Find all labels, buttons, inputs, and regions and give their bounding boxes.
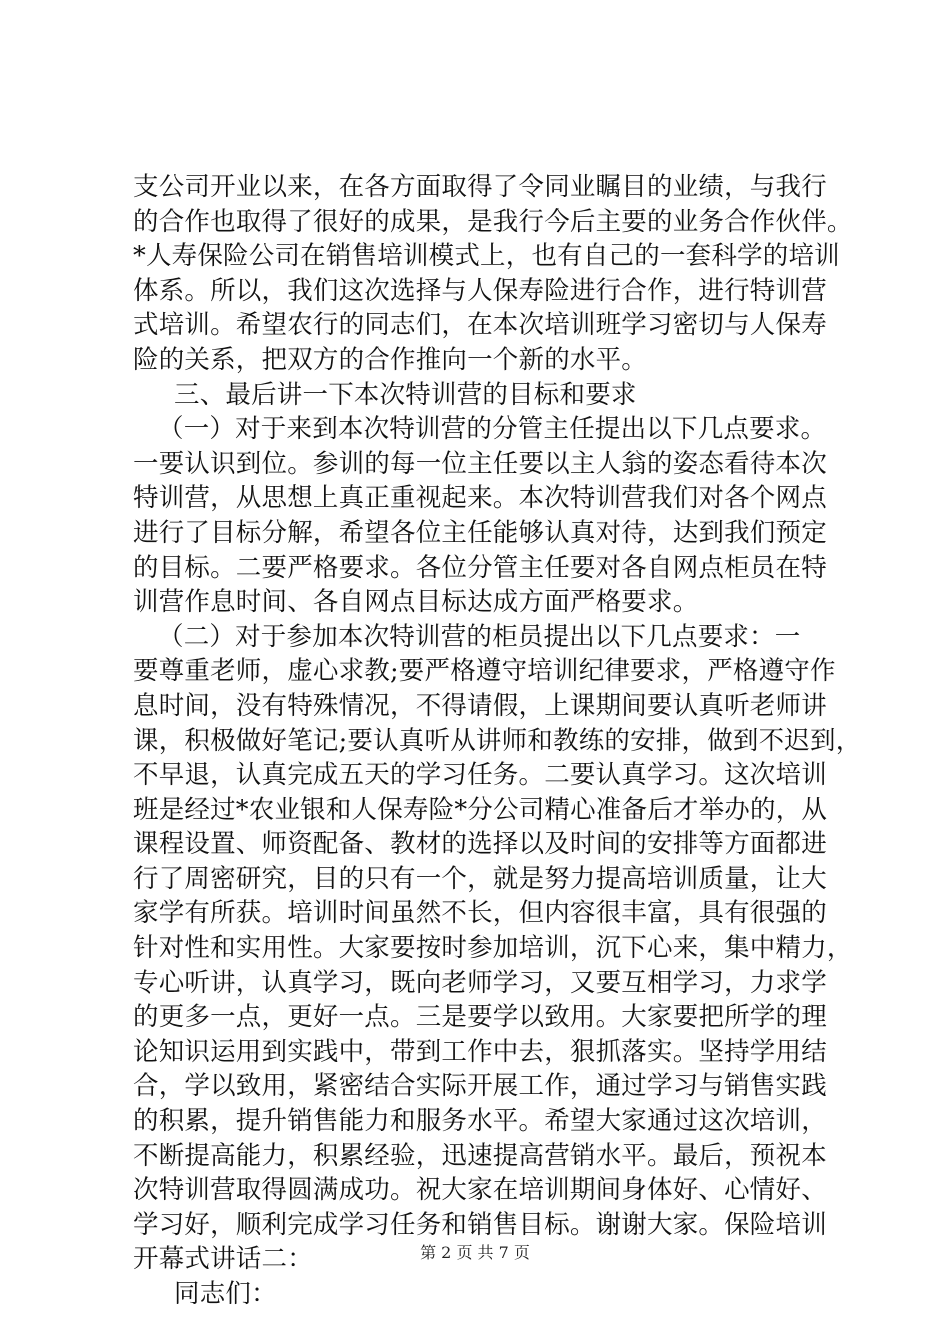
text-line: 息时间，没有特殊情况，不得请假，上课期间要认真听老师讲 [133,690,827,721]
text-line: 开幕式讲话二： [133,1244,313,1275]
text-line: 针对性和实用性。大家要按时参加培训，沉下心来，集中精力， [133,933,853,964]
text-line: 合，学以致用，紧密结合实际开展工作，通过学习与销售实践 [133,1071,827,1102]
text-line: 班是经过*农业银和人保寿险*分公司精心准备后才举办的，从 [133,794,828,825]
text-line: 不断提高能力，积累经验，迅速提高营销水平。最后，预祝本 [133,1140,827,1171]
text-line: 支公司开业以来，在各方面取得了令同业瞩目的业绩，与我行 [133,172,827,202]
subsection-line: （二）对于参加本次特训营的柜员提出以下几点要求：一 [158,621,801,652]
text-line: 次特训营取得圆满成功。祝大家在培训期间身体好、心情好、 [133,1175,827,1206]
text-line: 训营作息时间、各自网点目标达成方面严格要求。 [133,587,699,618]
text-line: 专心听讲，认真学习，既向老师学习，又要互相学习，力求学 [133,967,827,998]
document-body [133,170,862,1312]
text-line: 一要认识到位。参训的每一位主任要以主人翁的姿态看待本次 [133,448,827,479]
text-line: 特训营，从思想上真正重视起来。本次特训营我们对各个网点 [133,483,827,514]
text-line: 险的关系，把双方的合作推向一个新的水平。 [133,344,648,375]
text-line: 进行了目标分解，希望各位主任能够认真对待，达到我们预定 [133,517,827,548]
subsection-line: （一）对于来到本次特训营的分管主任提出以下几点要求。 [158,414,827,445]
text-line: 的更多一点，更好一点。三是要学以致用。大家要把所学的理 [133,1002,827,1033]
section-heading: 三、最后讲一下本次特训营的目标和要求 [174,379,637,410]
text-line: 式培训。希望农行的同志们，在本次培训班学习密切与人保寿 [133,310,827,341]
text-line: *人寿保险公司在销售培训模式上，也有自己的一套科学的培训 [133,241,840,272]
text-line: 论知识运用到实践中，带到工作中去，狠抓落实。坚持学用结 [133,1036,827,1067]
text-line: 体系。所以，我们这次选择与人保寿险进行合作，进行特训营 [133,275,827,306]
text-line: 家学有所获。培训时间虽然不长，但内容很丰富，具有很强的 [133,898,827,929]
text-line: 不早退，认真完成五天的学习任务。二要认真学习。这次培训 [133,760,827,791]
text-line: 要尊重老师，虚心求教;要严格遵守培训纪律要求，严格遵守作 [133,656,836,687]
text-line: 行了周密研究，目的只有一个，就是努力提高培训质量，让大 [133,863,827,894]
text-line: 课程设置、师资配备、教材的选择以及时间的安排等方面都进 [133,829,827,860]
text-line: 的积累，提升销售能力和服务水平。希望大家通过这次培训， [133,1106,827,1137]
salutation-line: 同志们： [174,1279,277,1309]
text-line: 课，积极做好笔记;要认真听从讲师和教练的安排，做到不迟到， [133,725,862,756]
text-line: 的合作也取得了很好的成果，是我行今后主要的业务合作伙伴。 [133,206,853,237]
page-number-footer: 第 2 页 共 7 页 [420,1243,530,1262]
text-line: 学习好，顺利完成学习任务和销售目标。谢谢大家。保险培训 [133,1209,827,1240]
text-line: 的目标。二要严格要求。各位分管主任要对各自网点柜员在特 [133,552,827,583]
